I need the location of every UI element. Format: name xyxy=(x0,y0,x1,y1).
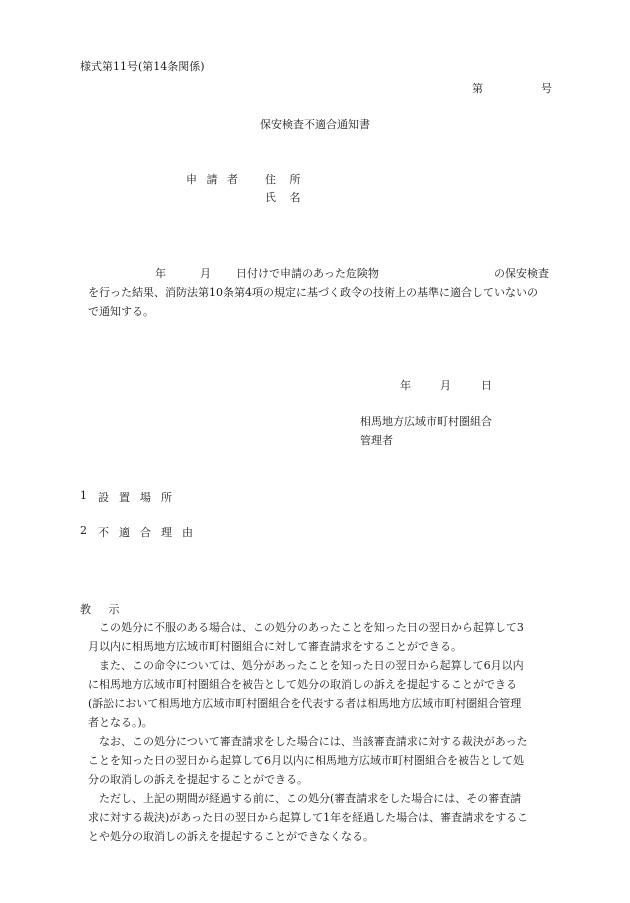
teaching-line: 分の取消しの訴えを提起することができる。 xyxy=(88,773,308,786)
document-number-suffix: 号 xyxy=(541,82,552,95)
body-line-3: で通知する。 xyxy=(88,305,154,318)
teaching-heading: 教 示 xyxy=(80,603,127,616)
document-number-prefix: 第 xyxy=(472,82,483,95)
item-label: 設置場所 xyxy=(98,491,182,504)
form-number-label: 様式第11号(第14条関係) xyxy=(80,60,205,73)
item-number: 1 xyxy=(80,489,87,502)
teaching-line: また、この命令については、処分があったことを知った日の翌日から起算して6月以内 xyxy=(88,659,524,672)
teaching-line: 者となる。)。 xyxy=(88,716,153,729)
item-nonconformity-reason xyxy=(80,524,203,539)
document-title: 保安検査不適合通知書 xyxy=(260,118,370,131)
issuer-organization: 相馬地方広域市町村圏組合 xyxy=(360,415,492,428)
teaching-line: 月以内に相馬地方広域市町村圏組合に対して審査請求をすることができる。 xyxy=(88,640,462,653)
teaching-line: に相馬地方広域市町村圏組合を被告として処分の取消しの訴えを提起することができる xyxy=(88,678,517,691)
teaching-line: (訴訟において相馬地方広域市町村圏組合を代表する者は相馬地方広域市町村圏組合管理 xyxy=(88,697,522,710)
teaching-line: ただし、上記の期間が経過する前に、この処分(審査請求をした場合には、その審査請 xyxy=(88,792,522,805)
teaching-line: なお、この処分について審査請求をした場合には、当該審査請求に対する裁決があった xyxy=(88,735,528,748)
body-line-1-middle: 日付けで申請のあった危険物 xyxy=(236,267,379,280)
teaching-line: 求に対する裁決)があった日の翌日から起算して1年を経過した場合は、審査請求をするこ xyxy=(88,811,529,824)
body-month-marker: 月 xyxy=(200,267,211,280)
address-label: 住 所 xyxy=(265,173,306,186)
name-label: 氏 名 xyxy=(265,191,306,204)
item-number: 2 xyxy=(80,524,87,537)
item-label: 不適合理由 xyxy=(98,526,203,539)
issuer-title: 管理者 xyxy=(360,434,393,447)
date-year: 年 xyxy=(400,379,411,392)
body-year-marker: 年 xyxy=(155,267,166,280)
teaching-line: とや処分の取消しの訴えを提起することができなくなる。 xyxy=(88,830,374,843)
teaching-line: ことを知った日の翌日から起算して6月以内に相馬地方広域市町村圏組合を被告として処 xyxy=(88,754,524,767)
date-day: 日 xyxy=(481,379,492,392)
item-installation-location xyxy=(80,489,182,504)
body-line-1-end: の保安検査 xyxy=(494,267,549,280)
applicant-label: 申 請 者 xyxy=(186,173,241,186)
date-month: 月 xyxy=(440,379,451,392)
body-line-2: を行った結果、消防法第10条第4項の規定に基づく政令の技術上の基準に適合していないの xyxy=(88,286,538,299)
teaching-line: この処分に不服のある場合は、この処分のあったことを知った日の翌日から起算して3 xyxy=(88,621,524,634)
